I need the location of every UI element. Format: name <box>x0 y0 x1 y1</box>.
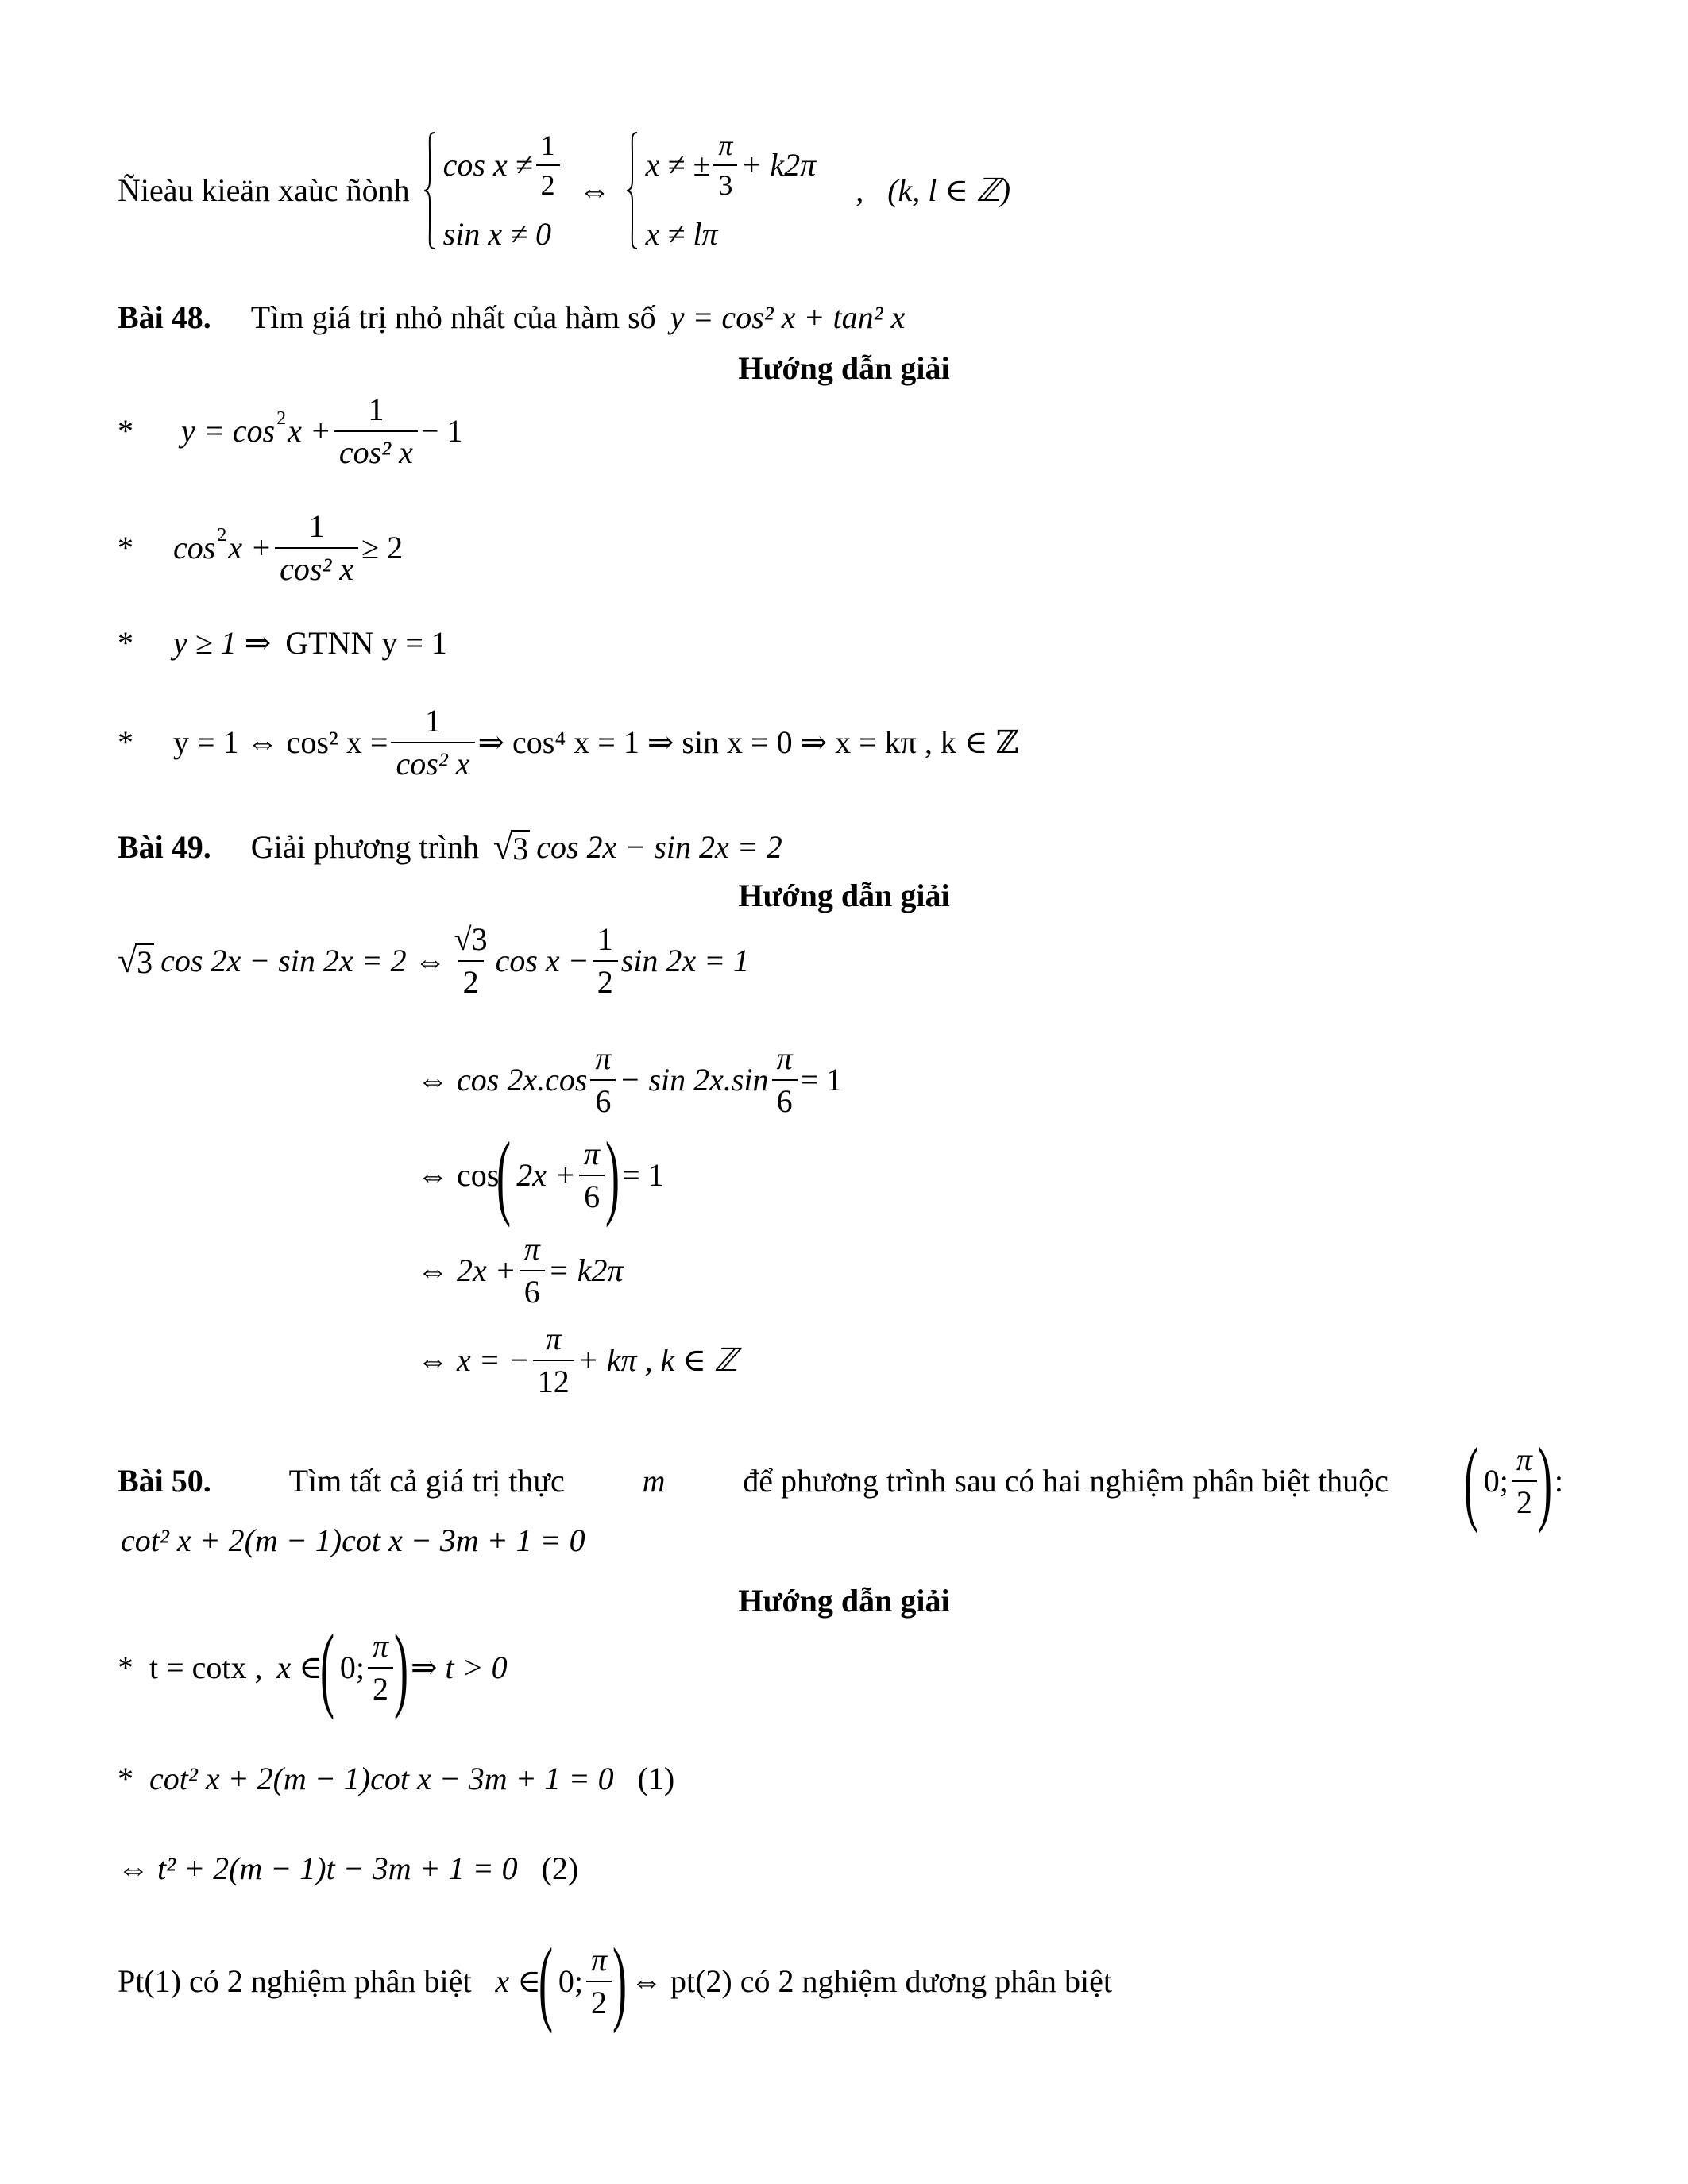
bai50-label: Bài 50. <box>118 1463 211 1499</box>
sys2-line1-rhs: + k2π <box>740 147 817 183</box>
bai49-line2: ⇔ cos 2x.cos $\frac{\pi}{6}$ − sin 2x.sin $\frac{\pi}{6}$ = 1 <box>417 1040 843 1119</box>
sqrt3: √ 3 <box>493 828 529 866</box>
sys1-line2: sin x ≠ 0 <box>442 216 552 252</box>
bai50-step2: * cot² x + 2(m − 1)cot x − 3m + 1 = 0 (1) <box>118 1761 675 1796</box>
bai48-formula: y = cos² x + tan² x <box>670 299 906 335</box>
sys2-fraction: $\frac{\pi}{3}$ <box>713 131 737 199</box>
bai49-label: Bài 49. <box>118 829 211 865</box>
left-brace-icon <box>424 131 435 250</box>
bai48-label: Bài 48. <box>118 299 211 335</box>
bai50-heading: Hướng dẫn giải <box>738 1583 950 1619</box>
bai49-line4: ⇔ 2x + $\frac{\pi}{6}$ = k2π <box>417 1231 624 1310</box>
bai50-s1-frac: $\frac{\pi}{2}$ <box>368 1630 393 1705</box>
domain-set: (k, l ∈ ℤ) <box>887 172 1011 208</box>
sys2-line1-lhs: x ≠ ± <box>645 147 711 183</box>
bai49-l3-frac: $\frac{\pi}{6}$ <box>579 1138 605 1213</box>
bai50-problem: Bài 50. Tìm tất cả giá trị thực m để phương trình sau có hai nghiệm phân biệt thuộc ( 0; $\frac{\pi}{2}$ ) : <box>118 1428 1563 1534</box>
sys2-line2: x ≠ lπ <box>645 216 718 252</box>
bai50-step3: ⇔ t² + 2(m − 1)t − 3m + 1 = 0 (2) <box>118 1850 579 1886</box>
bai48-step3: * y ≥ 1 ⇒ GTNN y = 1 <box>118 625 447 661</box>
condition-system-right <box>627 131 817 250</box>
bai48-step1: * y = cos 2 x + $\frac{1}{\text{cos² x}}$ − 1 <box>118 392 463 470</box>
bai49-line1: √ 3 cos 2x − sin 2x = 2 ⇔ $\frac{√3}{2}$ cos x − $\frac{1}{2}$ sin 2x = 1 <box>118 921 750 1000</box>
bai49-line5: ⇔ x = − $\frac{\pi}{12}$ + kπ , k ∈ ℤ <box>417 1321 738 1399</box>
bai50-s4-frac: $\frac{\pi}{2}$ <box>586 1944 612 2019</box>
left-brace-icon-2 <box>627 131 638 250</box>
bai48-s1-fraction: $\frac{1}{\text{cos² x}}$ <box>334 394 418 469</box>
bai49-l4-frac: $\frac{\pi}{6}$ <box>520 1233 545 1308</box>
bai49-l2-frac1: $\frac{\pi}{6}$ <box>590 1043 616 1117</box>
sys1-line1-lhs: cos x ≠ <box>442 147 533 183</box>
bai50-equation: cot² x + 2(m − 1)cot x − 3m + 1 = 0 <box>121 1522 585 1558</box>
comma: , <box>856 172 864 208</box>
bai48-heading: Hướng dẫn giải <box>738 350 950 386</box>
sqrt3-b: √ 3 <box>118 941 153 980</box>
bai48-s2-fraction: $\frac{1}{\text{cos² x}}$ <box>275 511 358 585</box>
bai49-l1-frac2: $\frac{1}{2}$ <box>593 924 618 998</box>
bai49-text: Giải phương trình <box>250 829 480 865</box>
bai49-l2-frac2: $\frac{\pi}{6}$ <box>772 1043 798 1117</box>
domain-condition-label: Ñieàu kieän xaùc ñònh <box>118 172 410 208</box>
domain-condition-line <box>118 123 1010 258</box>
bai49-line3: ⇔ cos ( 2x + $\frac{\pi}{6}$ ) = 1 <box>417 1122 664 1228</box>
bai48-s4-fraction: $\frac{1}{\text{cos² x}}$ <box>391 705 474 780</box>
bai50-step1: * t = cotx , x ∈ ( 0; $\frac{\pi}{2}$ ) ⇒ t > 0 <box>118 1615 508 1720</box>
bai48-problem <box>118 299 906 335</box>
bai50-interval-frac: $\frac{\pi}{2}$ <box>1512 1444 1537 1518</box>
condition-system-left <box>424 131 563 250</box>
bai48-text: Tìm giá trị nhỏ nhất của hàm số <box>250 299 656 335</box>
equiv-symbol: ⇔ <box>578 172 611 208</box>
bai49-problem: Bài 49. Giải phương trình √ 3 cos 2x − sin 2x = 2 <box>118 828 782 866</box>
bai48-step4: * y = 1 ⇔ cos² x = $\frac{1}{\text{cos² x}}$ ⇒ cos⁴ x = 1 ⇒ sin x = 0 ⇒ x = kπ , k ∈ ℤ <box>118 703 1019 781</box>
bai50-step4: Pt(1) có 2 nghiệm phân biệt x ∈ ( 0; $\frac{\pi}{2}$ ) ⇔ pt(2) có 2 nghiệm dương phân biệt <box>118 1928 1113 2034</box>
bai49-heading: Hướng dẫn giải <box>738 878 950 913</box>
bai49-l1-frac1: $\frac{√3}{2}$ <box>454 921 488 1000</box>
sys1-fraction: $\frac{1}{2}$ <box>536 131 560 199</box>
bai49-l5-frac: $\frac{\pi}{12}$ <box>533 1323 574 1398</box>
bai48-step2: * cos 2 x + $\frac{1}{\text{cos² x}}$ ≥ 2 <box>118 508 404 587</box>
